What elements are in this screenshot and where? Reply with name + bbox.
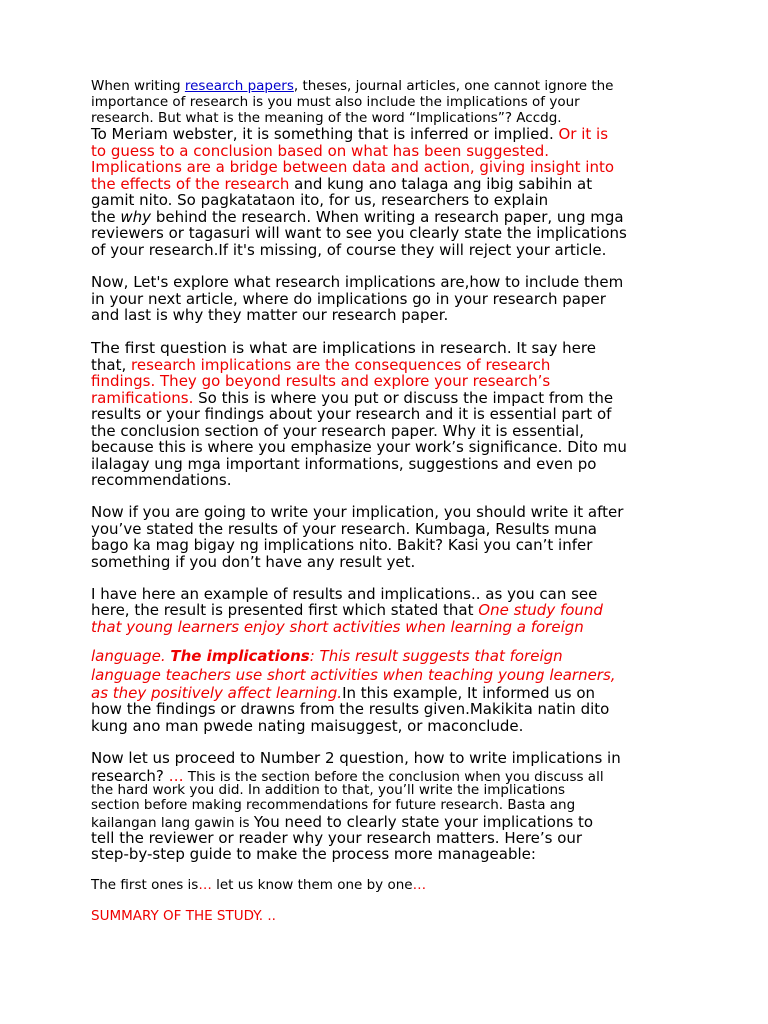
text-line [91,110,562,126]
text-run: In this example, It informed us on [342,684,596,702]
text-run: recommendations. [91,471,232,489]
text-run: , theses, journal articles, one cannot ignore the [293,78,614,94]
text-line [91,647,563,665]
ellipsis: … [198,877,212,893]
text-run: So this is where you put or discuss the impact from the [193,389,614,407]
text-line [91,158,614,176]
highlight-run: Implications are a bridge between data and action, giving insight into [91,158,615,176]
text-line [91,503,623,521]
text-line [91,306,448,324]
text-run: When writing [91,78,185,94]
text-run: This is the section before the conclusion when you discuss all [183,769,604,785]
text-run: the conclusion section of your research paper. Why it is essential, [91,422,584,440]
text-run: You need to clearly state your implications to [253,813,594,831]
section-heading: The first question is what are implications in research [91,339,507,357]
text-run: in your next article, where do implications go in your research paper [91,290,606,308]
text-run: here, the result is presented first which stated that [91,601,479,619]
text-run: reviewers or tagasuri will want to see you clearly state the implications [91,224,627,242]
emphasis-run: why [120,208,152,226]
text-run: kailangan lang gawin is [91,815,254,831]
text-line [91,749,621,767]
text-run: the [91,208,121,226]
text-run: let us know them one by one [211,877,413,893]
text-line [91,94,580,110]
text-line [91,191,548,209]
text-run: because this is where you emphasize your work’s significance. Dito mu [91,438,627,456]
text-line [91,372,550,390]
text-line [91,908,276,924]
text-line [91,438,627,456]
text-line [91,666,616,684]
text-run: . It say here [506,339,596,357]
text-run: something if you don’t have any result yet. [91,553,416,571]
text-line [91,618,584,636]
research-papers-link[interactable]: research papers [184,78,294,94]
ellipsis: … [412,877,427,893]
text-line [91,125,608,143]
text-run: section before making recommendations for future research. Basta ang [91,797,576,813]
highlight-run: findings. They go beyond results and explore your research’s [91,372,551,390]
example-run: : This result suggests that foreign [309,647,563,665]
text-run: kung ano man pwede nating maisuggest, or maconclude. [91,717,524,735]
highlight-run: ramifications. [91,389,194,407]
text-line [91,471,231,489]
text-run: research? [91,767,169,785]
example-run: language. [91,647,171,665]
text-run: research. But what is the meaning of the word “Implications”? Accdg. [91,110,562,126]
text-line [91,797,575,813]
text-run: gamit nito. So pagkatataon ito, for us, researchers to explain [91,191,549,209]
text-run: importance of research is you must also include the implications of your [91,94,580,110]
text-run: The first ones is [91,877,199,893]
text-run: that, [91,356,131,374]
text-line [91,224,627,242]
text-run: Now, Let's explore what research implications are,how to include them [91,273,624,291]
text-run: tell the reviewer or reader why your research matters. Here’s our [91,829,583,847]
highlight-run: the effects of the research [91,175,290,193]
text-run: and last is why they matter our research paper. [91,306,449,324]
ellipsis: … [168,767,184,785]
text-line [91,78,614,94]
implications-label: The implications [170,647,310,665]
text-line [91,553,415,571]
example-run: as they positively affect learning. [91,684,343,702]
text-run: how the findings or drawns from the results given.Makikita natin dito [91,700,610,718]
text-line [91,405,611,423]
text-run: I have here an example of results and implications.. as you can see [91,585,598,603]
text-run: step-by-step guide to make the process more manageable: [91,845,536,863]
text-line [91,700,609,718]
text-line [91,877,426,893]
example-run: that young learners enjoy short activities when learning a foreign [91,618,584,636]
highlight-run: to guess to a conclusion based on what has been suggested. [91,142,550,160]
text-line [91,782,565,798]
text-run: bago ka mag bigay ng implications nito. Bakit? Kasi you can’t infer [91,536,593,554]
highlight-run: research implications are the consequences of research [131,356,551,374]
text-line [91,536,592,554]
text-run: behind the research. When writing a research paper, ung mga [151,208,624,226]
example-run: language teachers use short activities when teaching young learners, [91,666,616,684]
text-run: the hard work you did. In addition to that, you’ll write the implications [91,782,566,798]
text-line [91,273,623,291]
text-run: and kung ano talaga ang ibig sabihin at [289,175,593,193]
text-run: To Meriam webster, it is something that is inferred or implied. [91,125,559,143]
text-line [91,717,523,735]
text-line [91,241,606,259]
text-run: of your research.If it's missing, of course they will reject your article. [91,241,607,259]
text-run: Now let us proceed to Number 2 question, how to write implications in [91,749,621,767]
text-line [91,845,536,863]
highlight-run: Or it is [558,125,609,143]
text-run: ilalagay ung mga important informations, suggestions and even po [91,455,597,473]
text-run: you’ve stated the results of your research. Kumbaga, Results muna [91,520,597,538]
summary-heading: SUMMARY OF THE STUDY. .. [91,908,276,924]
example-run: One study found [478,601,603,619]
text-line [91,339,596,357]
text-run: results or your findings about your research and it is essential part of [91,405,612,423]
text-line [91,601,603,619]
text-run: Now if you are going to write your implication, you should write it after [91,503,624,521]
